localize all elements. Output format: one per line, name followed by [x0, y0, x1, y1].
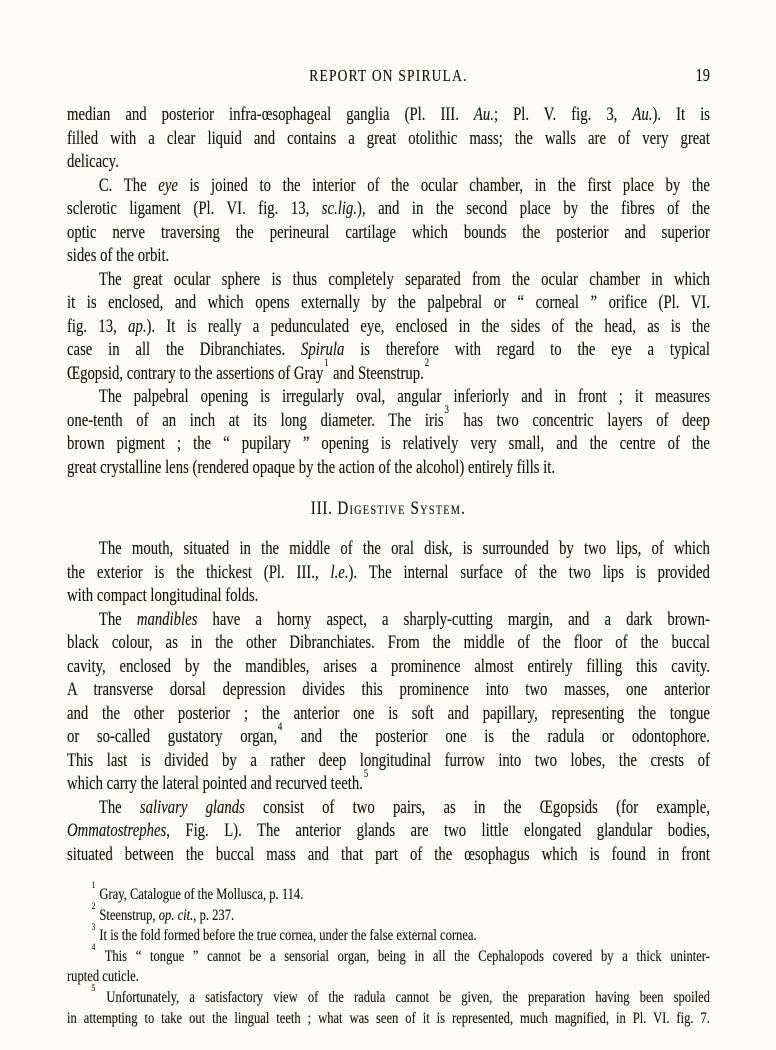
text-run: in attempting to take out the lingual teeth ; what was seen of it is represented, much magnified, in Pl. VI. fig. 7.: [67, 1009, 710, 1027]
text-run: optic nerve traversing the perineural cartilage which bounds the posterior and superior: [67, 222, 710, 243]
footnote-line: [67, 943, 710, 968]
text-line: [67, 538, 710, 562]
text-run: filled with a clear liquid and contains a great otolithic mass; the walls are of very great: [67, 128, 710, 149]
text-run: consist of two pairs, as in the Œgopsids (for example,: [244, 797, 710, 818]
text-line: [67, 656, 710, 680]
text-line: [67, 386, 710, 410]
paragraph: [67, 538, 710, 609]
text-line: [67, 357, 710, 387]
footnote-line: [67, 922, 710, 947]
text-run: great crystalline lens (rendered opaque by the action of the alcohol) entirely fills it.: [67, 457, 556, 478]
italic-term: salivary glands: [139, 797, 245, 818]
footnote-reference: 4: [91, 943, 96, 954]
footnotes: [67, 881, 710, 1029]
text-line: [67, 767, 710, 797]
paragraph: [67, 175, 710, 269]
text-run: and the other posterior ; the anterior one is soft and papillary, representing the tongue: [67, 703, 710, 724]
text-run: Steenstrup,: [96, 906, 159, 924]
italic-term: l.e.: [330, 562, 349, 583]
text-run: ). The internal surface of the two lips is provided: [348, 562, 710, 583]
text-run: sides of the orbit.: [67, 246, 170, 266]
footnote-line: [67, 902, 710, 927]
italic-term: eye: [158, 175, 178, 196]
italic-term: Spirula: [301, 340, 345, 360]
paragraph: [67, 386, 710, 480]
text-line: [67, 844, 710, 868]
paragraph: [67, 269, 710, 387]
footnote-reference: 4: [277, 720, 283, 733]
text-line: [67, 433, 710, 457]
text-run: ; Pl. V. fig. 3,: [493, 105, 633, 125]
text-run: have a horny aspect, a sharply-cutting margin, and a dark brown-: [197, 609, 710, 630]
text-run: it is enclosed, and which opens externally by the palpebral or “ corneal ” orifice (Pl. VI.: [67, 293, 710, 313]
italic-term: Au.: [632, 105, 653, 125]
paragraph: [67, 797, 710, 868]
footnote-reference: 1: [324, 357, 329, 370]
footnote-line: [67, 1009, 710, 1030]
italic-term: ap.: [128, 316, 147, 337]
text-run: situated between the buccal mass and that part of the œsophagus which is found in front: [67, 844, 710, 865]
footnote-reference: 3: [444, 404, 449, 417]
text-run: black colour, as in the other Dibranchiates. From the middle of the floor of the buccal: [67, 633, 710, 653]
text-run: The: [98, 797, 140, 818]
text-line: [67, 562, 710, 586]
text-line: [67, 679, 710, 703]
footnote-reference: 2: [91, 902, 96, 913]
text-run: is joined to the interior of the ocular chamber, in the first place by the: [177, 175, 710, 196]
footnote-line: [67, 967, 710, 988]
text-run: The great ocular sphere is thus completely separated from the ocular chamber in which: [98, 269, 710, 290]
text-line: [67, 198, 710, 222]
text-run: rupted cuticle.: [67, 968, 139, 986]
footnote-reference: 5: [363, 767, 369, 780]
text-run: , Fig. L). The anterior glands are two little elongated glandular bodies,: [166, 821, 710, 841]
text-run: with compact longitudinal folds.: [67, 586, 259, 606]
text-run: ). It is really a pedunculated eye, enclosed in the sides of the head, as is the: [146, 316, 710, 337]
text-line: [67, 703, 710, 727]
text-line: [67, 750, 710, 774]
text-run: one-tenth of an inch at its long diameter. The iris: [67, 410, 444, 431]
text-run: This last is divided by a rather deep longitudinal furrow into two lobes, the crests of: [67, 750, 710, 771]
text-line: [67, 316, 710, 340]
footnote-line: [67, 984, 710, 1009]
text-line: [67, 609, 710, 633]
text-run: Unfortunately, a satisfactory view of the radula cannot be given, the preparation having been spoiled: [96, 988, 710, 1006]
italic-term: Au.: [473, 105, 494, 125]
text-run: the exterior is the thickest (Pl. III.,: [67, 562, 331, 583]
page-header: [67, 66, 710, 90]
text-line: [67, 292, 710, 316]
text-line: [67, 128, 710, 152]
footnote-reference: 2: [424, 357, 429, 370]
text-run: The palpebral opening is irregularly oval, angular inferiorly and in front ; it measures: [98, 387, 710, 407]
text-line: [67, 404, 710, 434]
text-run: case in all the Dibranchiates.: [67, 340, 302, 360]
text-run: C. The: [98, 175, 159, 196]
text-line: [67, 269, 710, 293]
text-line: [67, 175, 710, 199]
text-run: is therefore with regard to the eye a typical: [344, 340, 710, 360]
text-run: Œgopsid, contrary to the assertions of Gray: [67, 363, 324, 384]
footnote-reference: 3: [91, 922, 96, 933]
text-line: [67, 457, 710, 481]
text-run: Gray, Catalogue of the Mollusca, p. 114.: [96, 886, 304, 903]
text-line: [67, 104, 710, 128]
text-run: This “ tongue ” cannot be a sensorial organ, being in all the Cephalopods covered by a thick uninter-: [96, 947, 710, 965]
italic-term: op. cit.: [158, 906, 194, 924]
text-line: [67, 820, 710, 844]
text-run: or so-called gustatory organ,: [67, 727, 278, 747]
text-line: [67, 585, 710, 609]
text-run: ). It is: [652, 105, 710, 125]
text-line: [67, 720, 710, 750]
paragraph: [67, 104, 710, 175]
text-line: [67, 151, 710, 175]
text-run: ), and in the second place by the fibres of the: [356, 199, 710, 219]
section-title: Digestive System.: [337, 498, 467, 519]
footnote-line: [67, 881, 710, 906]
paragraph: [67, 609, 710, 797]
text-line: [67, 797, 710, 821]
text-run: , p. 237.: [193, 906, 235, 924]
italic-term: sc.lig.: [321, 199, 357, 219]
page-number: 19: [695, 65, 710, 85]
running-title: REPORT ON SPIRULA.: [309, 66, 468, 85]
italic-term: Ommatostrephes: [67, 821, 167, 841]
section-numeral: III.: [310, 498, 338, 519]
text-run: The mouth, situated in the middle of the oral disk, is surrounded by two lips, of which: [98, 539, 710, 559]
text-run: and the posterior one is the radula or odontophore.: [283, 727, 710, 747]
text-run: It is the fold formed before the true cornea, under the false external cornea.: [96, 927, 477, 945]
body-text: [67, 104, 710, 867]
text-run: which carry the lateral pointed and recurved teeth.: [67, 774, 363, 794]
text-run: has two concentric layers of deep: [449, 410, 710, 431]
text-run: cavity, enclosed by the mandibles, arises a prominence almost entirely filling this cavity.: [67, 656, 710, 677]
text-line: [67, 245, 710, 269]
text-run: brown pigment ; the “ pupilary ” opening is relatively very small, and the centre of the: [67, 434, 710, 454]
text-line: [67, 339, 710, 363]
italic-term: mandibles: [136, 609, 198, 630]
footnote-reference: 1: [91, 881, 96, 892]
footnote-reference: 5: [91, 984, 96, 995]
text-run: delicacy.: [67, 152, 119, 172]
text-run: The: [98, 609, 137, 630]
section-heading: [67, 497, 710, 521]
text-block: [67, 0, 710, 1029]
text-run: and Steenstrup.: [329, 363, 424, 384]
text-run: sclerotic ligament (Pl. VI. fig. 13,: [67, 199, 322, 219]
text-run: median and posterior infra-œsophageal ganglia (Pl. III.: [67, 105, 474, 125]
text-line: [67, 222, 710, 246]
text-run: fig. 13,: [67, 316, 129, 337]
text-line: [67, 632, 710, 656]
text-run: A transverse dorsal depression divides this prominence into two masses, one anterior: [67, 680, 710, 700]
